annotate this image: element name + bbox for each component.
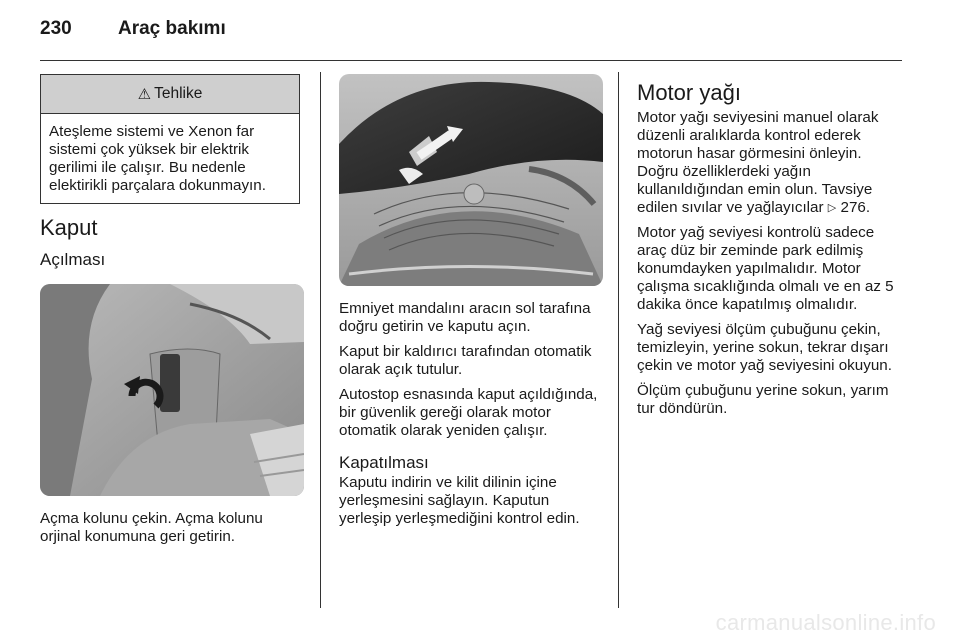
- column-divider-1: [320, 72, 321, 608]
- page-header: [40, 18, 226, 40]
- motor-oil-paragraph-4: Ölçüm çubuğunu yerine sokun, yarım tur döndürün.: [637, 382, 889, 417]
- column-left: [40, 74, 304, 553]
- subsection-title-closing: Kapatılması: [339, 453, 429, 472]
- motor-oil-paragraph-3: Yağ seviyesi ölçüm çubuğunu çekin, temizleyin, yerine sokun, tekrar dışarı çekin ve motor yağ seviyesini okuyun.: [637, 321, 892, 374]
- danger-title: Tehlike: [154, 85, 203, 102]
- motor-oil-paragraph-1-text: Motor yağı seviyesini manuel olarak düzenli aralıklarda kontrol ederek motorun hasar görmesini önleyin. Doğru özelliklerdeki yağın kullanıldığından emin olun. Tavsiye edilen sıvılar ve yağlayıcılar: [637, 109, 879, 216]
- warning-triangle-icon: ⚠: [137, 86, 152, 103]
- page-number: 230: [40, 18, 72, 39]
- danger-text: Ateşleme sistemi ve Xenon far sistemi çok yüksek bir elektrik gerilimi ile çalışır. Bu nedenle elektirikli parçalara dokunmayın.: [49, 123, 266, 194]
- closing-text: Kaputu indirin ve kilit dilinin içine yerleşmesini sağlayın. Kaputun yerleşip yerleşmediğini kontrol edin.: [339, 474, 580, 527]
- header-divider: [40, 60, 902, 61]
- page-reference-icon: ▷: [827, 202, 837, 214]
- section-title-motor-oil: Motor yağı: [637, 80, 741, 105]
- motor-oil-paragraph-2: Motor yağ seviyesi kontrolü sadece araç düz bir zeminde park edilmiş konumdayken yapılmalıdır. Motor çalışma sıcaklığında olmalı ve en az 5 dakika önce kapatılmış olmalıdır.: [637, 224, 894, 313]
- motor-oil-paragraph-1: [637, 109, 903, 217]
- lever-caption: Açma kolunu çekin. Açma kolunu orjinal konumuna geri getirin.: [40, 510, 263, 545]
- danger-box: [40, 74, 300, 204]
- column-right: [637, 74, 903, 425]
- subsection-title-opening: Açılması: [40, 250, 106, 269]
- column-middle: [339, 74, 603, 535]
- danger-title-bar: [41, 75, 299, 114]
- page-reference-link[interactable]: 276.: [840, 199, 871, 216]
- watermark: carmanualsonline.info: [715, 610, 936, 635]
- chapter-title: Araç bakımı: [118, 18, 226, 39]
- kaput-paragraph-3: Autostop esnasında kaput açıldığında, bir güvenlik gereği olarak motor otomatik olarak yeniden çalışır.: [339, 386, 598, 439]
- kaput-paragraph-2: Kaput bir kaldırıcı tarafından otomatik olarak açık tutulur.: [339, 343, 592, 378]
- section-title-kaput: Kaput: [40, 215, 98, 240]
- hood-opening-illustration: [339, 74, 603, 286]
- column-divider-2: [618, 72, 619, 608]
- kaput-paragraph-1: Emniyet mandalını aracın sol tarafına doğru getirin ve kaputu açın.: [339, 300, 591, 335]
- hood-release-lever-illustration: [40, 284, 304, 496]
